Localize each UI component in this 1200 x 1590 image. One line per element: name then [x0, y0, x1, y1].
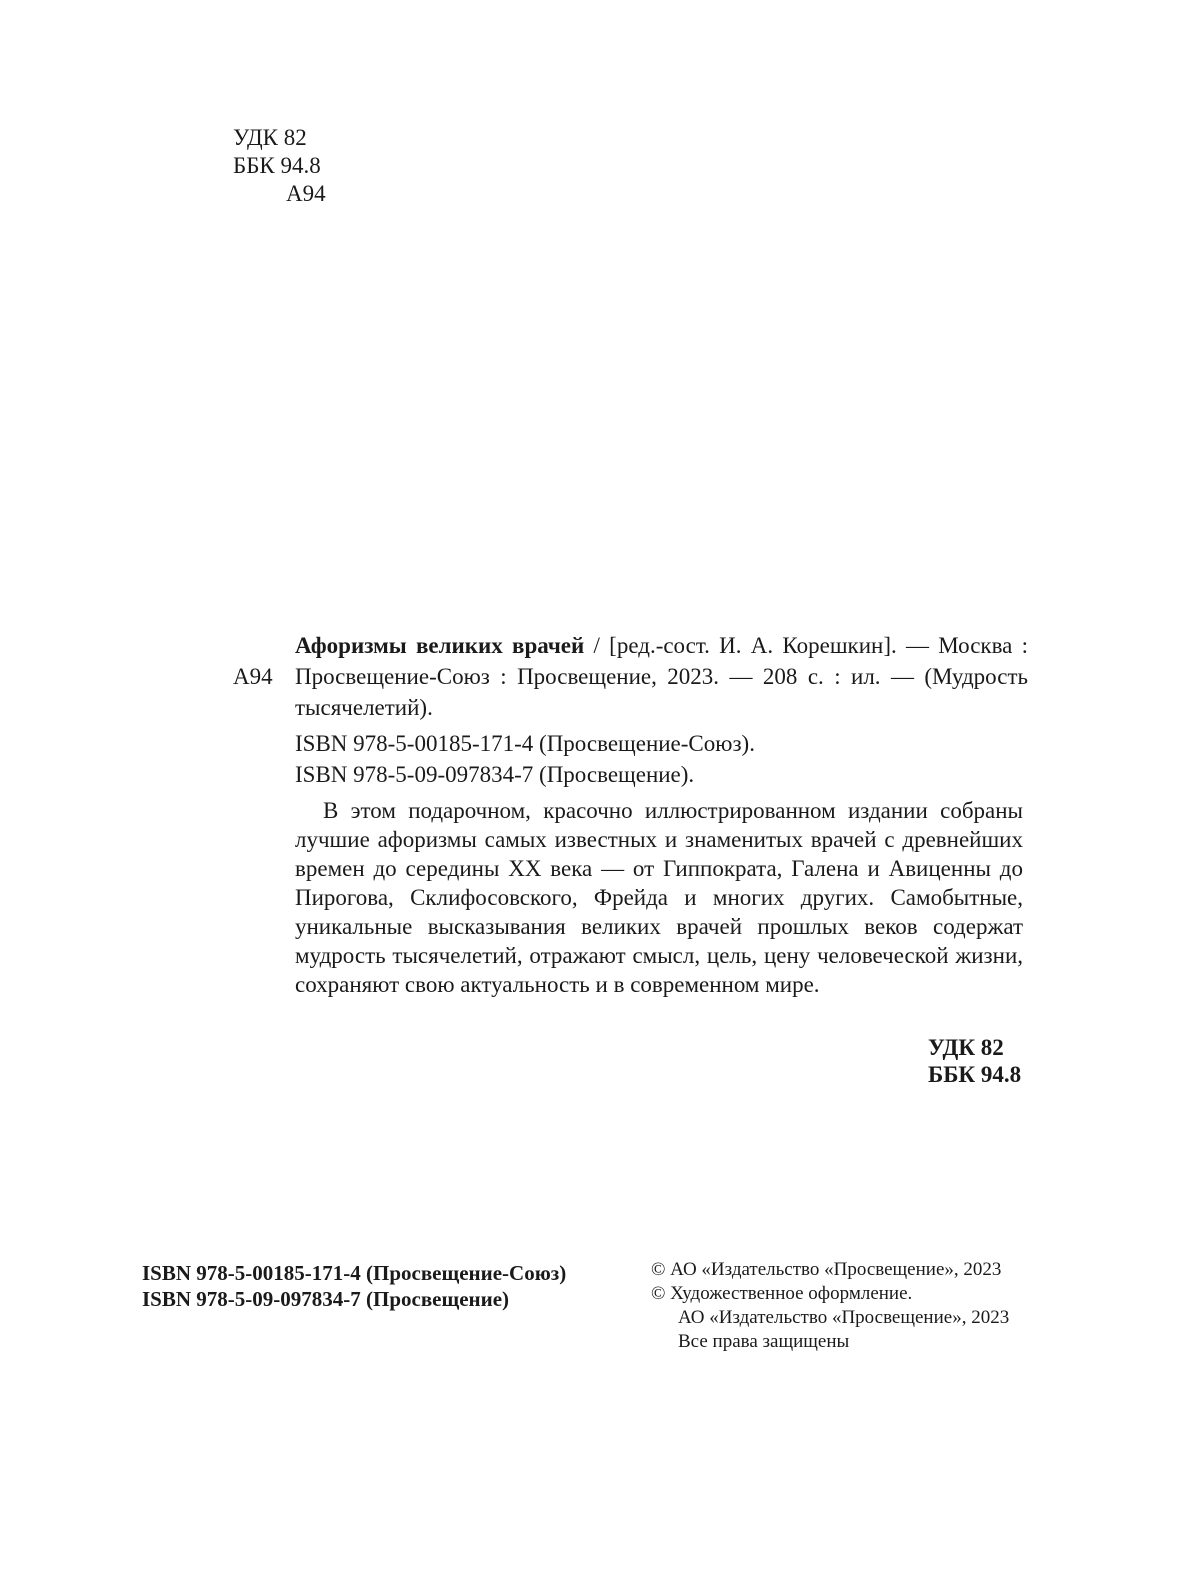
bibliographic-description — [295, 630, 1028, 723]
catalog-isbn-1: ISBN 978-5-00185-171-4 (Просвещение-Союз). — [295, 731, 755, 756]
catalog-entry — [233, 630, 1028, 790]
catalog-isbn-list — [295, 728, 1028, 790]
catalog-author-mark: А94 — [233, 664, 273, 689]
footer-isbn-list — [142, 1260, 566, 1312]
bbk-code: ББК 94.8 — [233, 153, 321, 178]
author-mark: А94 — [286, 181, 326, 206]
bbk-code-bold: ББК 94.8 — [928, 1062, 1022, 1087]
book-title: Афоризмы великих врачей — [295, 633, 585, 658]
footer-isbn-2: ISBN 978-5-09-097834-7 (Просвещение) — [142, 1287, 510, 1311]
udk-code-bold: УДК 82 — [928, 1035, 1004, 1060]
udk-code: УДК 82 — [233, 125, 307, 150]
copyright-line-3: АО «Издательство «Просвещение», 2023 — [678, 1307, 1010, 1328]
bibliographic-details: / [ред.-сост. И. А. Корешкин]. — Москва : Просвещение-Союз : Просвещение, 2023. — 208 с. : ил. — (Мудрость тысячелетий). — [295, 633, 1028, 720]
copyright-line-1: © АО «Издательство «Просвещение», 2023 — [651, 1259, 1002, 1280]
copyright-notice — [651, 1258, 1009, 1354]
annotation-text: В этом подарочном, красочно иллюстрированном издании собраны лучшие афоризмы самых известных и знаменитых врачей с древнейших времен до середины XX века — от Гиппократа, Галена и Авиценны до Пирогова, Склифосовского, Фрейда и многих других. Самобытные, уникальные высказывания великих врачей прошлых веков содержат мудрость тысячелетий, отражают смысл, цель, цену человеческой жизни, сохраняют свою актуальность и в современном мире. — [295, 798, 1023, 997]
copyright-line-2: © Художественное оформление. — [651, 1283, 913, 1304]
catalog-isbn-2: ISBN 978-5-09-097834-7 (Просвещение). — [295, 762, 695, 787]
footer-isbn-1: ISBN 978-5-00185-171-4 (Просвещение-Союз) — [142, 1261, 567, 1285]
classification-codes-bottom — [928, 1034, 1021, 1088]
rights-reserved: Все права защищены — [678, 1331, 850, 1352]
classification-codes-top — [233, 124, 326, 208]
